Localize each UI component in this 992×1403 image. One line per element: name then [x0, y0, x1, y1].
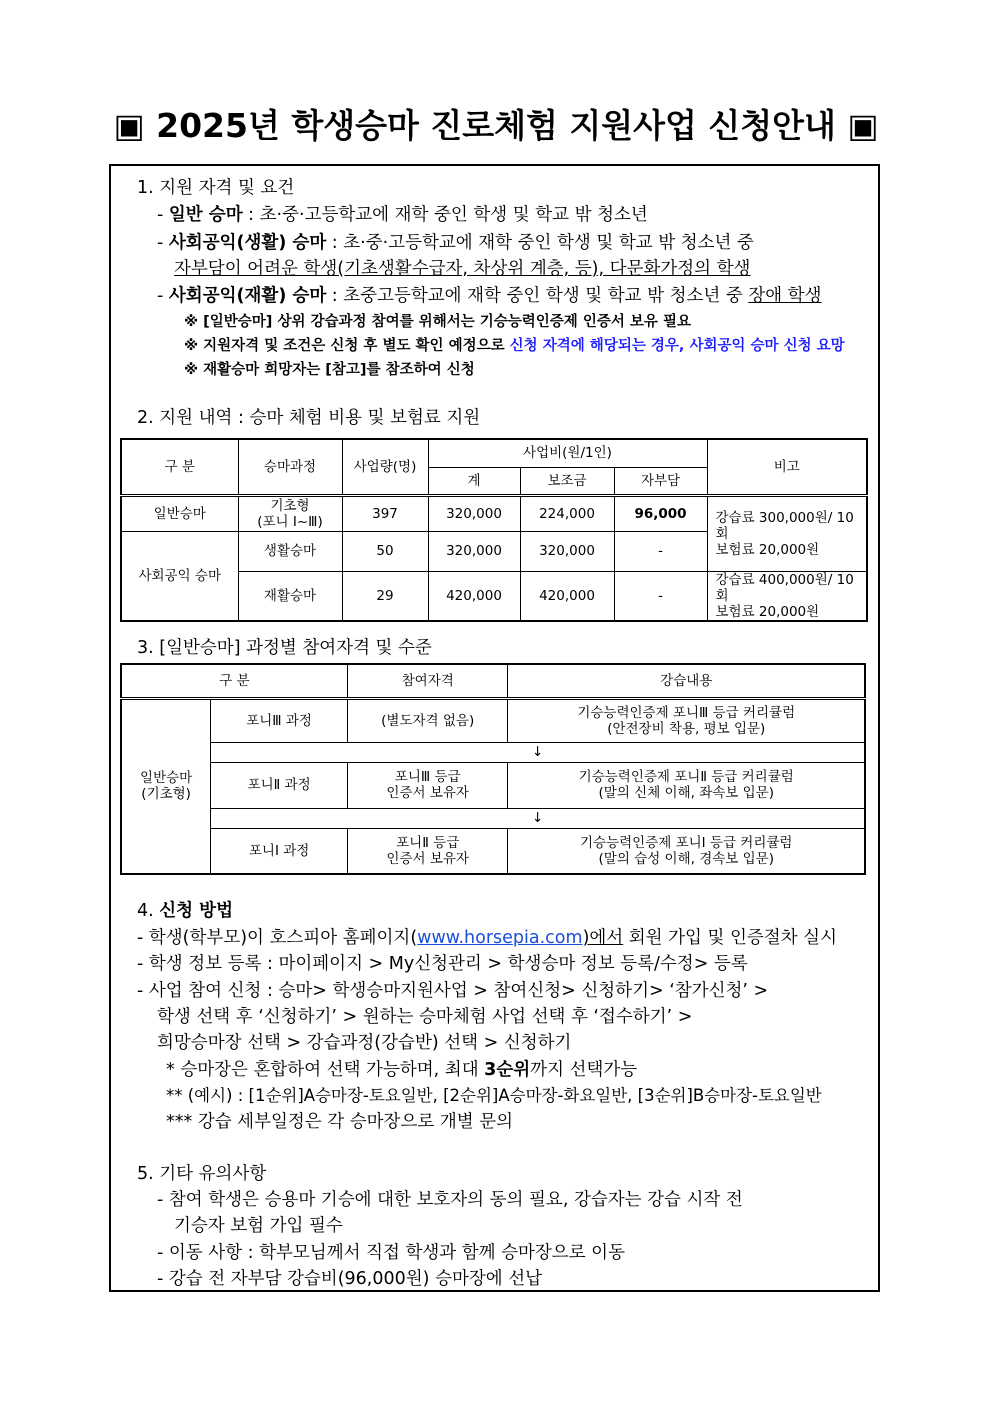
- row-general-self: 96,000: [614, 495, 707, 531]
- pony2-content2: (말의 신체 이해, 좌속보 입문): [598, 785, 774, 801]
- social-life-label: 사회공익(생활) 승마: [168, 233, 327, 253]
- social-life-text2: 자부담이 어려운 학생(기초생활수급자, 차상위 계층, 등), 다문화가정의 학생: [174, 259, 751, 279]
- course-text: 기초형: [270, 497, 310, 514]
- social-life-text: : 초·중·고등학교에 재학 중인 학생 및 학교 밖 청소년 중: [326, 233, 754, 253]
- pony3-content: [508, 698, 865, 742]
- course-table: [120, 663, 866, 875]
- row-life-count: 50: [342, 531, 428, 571]
- section4-title: 신청 방법: [159, 901, 233, 921]
- pony3-content2: (안전장비 착용, 평보 입문): [607, 720, 766, 737]
- s4-line4: 학생 선택 후 ‘신청하기’ > 원하는 승마체험 사업 선택 후 ‘접수하기’ >: [157, 1007, 693, 1027]
- social-rehab-underline: 장애 학생: [748, 286, 822, 306]
- section1-heading: 1. 지원 자격 및 요건: [137, 178, 295, 198]
- note-2b: 신청 자격에 해당되는 경우, 사회공익 승마 신청 요망: [509, 338, 845, 354]
- pony1-qual: [347, 828, 508, 874]
- pony1-qual2: 인증서 보유자: [386, 850, 469, 867]
- hdr-total: 계: [428, 467, 520, 495]
- pony2-content1: 기승능력인증제 포니Ⅱ 등급 커리큘럼: [578, 769, 794, 785]
- hdr3-category: 구 분: [121, 664, 347, 698]
- social-rehab-eligibility: - 사회공익(재활) 승마 : 초중고등학교에 재학 중인 학생 및 학교 밖 청소년 중 장애 학생: [157, 286, 822, 306]
- general-eligibility: - 일반 승마 : 초·중·고등학교에 재학 중인 학생 및 학교 밖 청소년: [157, 205, 648, 225]
- hdr-category: 구 분: [121, 439, 238, 495]
- course-category-text2: (기초형): [141, 786, 191, 803]
- pony2-qual2: 인증서 보유자: [386, 785, 469, 801]
- section4-heading: [137, 899, 233, 923]
- row-general-subsidy: 224,000: [520, 495, 614, 531]
- general-label: 일반 승마: [168, 205, 243, 225]
- pony2-content: [508, 762, 865, 808]
- pony1-qual1: 포니Ⅱ 등급: [396, 834, 460, 851]
- s4-l1b: )에서: [582, 928, 624, 948]
- note-a: [707, 495, 867, 571]
- course-category-text: 일반승마: [140, 770, 193, 787]
- hdr-cost: 사업비(원/1인): [428, 439, 707, 467]
- row-life-subsidy: 320,000: [520, 531, 614, 571]
- note-2: [184, 334, 845, 358]
- pony3-course: 포니Ⅲ 과정: [211, 698, 348, 742]
- pony2-qual: [347, 762, 508, 808]
- note-b: [707, 571, 867, 621]
- pony3-qual: (별도자격 없음): [347, 698, 508, 742]
- general-text: : 초·중·고등학교에 재학 중인 학생 및 학교 밖 청소년: [242, 205, 648, 225]
- row-life-total: 320,000: [428, 531, 520, 571]
- row-rehab-subsidy: 420,000: [520, 571, 614, 621]
- s5-line3: - 이동 사항 : 학부모님께서 직접 학생과 함께 승마장으로 이동: [157, 1243, 625, 1263]
- pony2-qual1: 포니Ⅲ 등급: [394, 769, 461, 785]
- pony1-course: 포니Ⅰ 과정: [211, 828, 348, 874]
- s4-l6a: * 승마장은 혼합하여 선택 가능하며, 최대: [166, 1060, 485, 1080]
- row-general-total: 320,000: [428, 495, 520, 531]
- note-2a: ※ 지원자격 및 조건은 신청 후 별도 확인 예정으로: [184, 338, 510, 354]
- social-life-eligibility: - 사회공익(생활) 승마 : 초·중·고등학교에 재학 중인 학생 및 학교 밖 청소년 중: [157, 233, 754, 253]
- s5-line4: - 강습 전 자부담 강습비(96,000원) 승마장에 선납: [157, 1269, 543, 1289]
- pony3-content1: 기승능력인증제 포니Ⅲ 등급 커리큘럼: [577, 704, 796, 721]
- note-b1: 강습료 400,000원/ 10회: [715, 571, 854, 604]
- hdr-note: 비고: [707, 439, 867, 495]
- hdr-subsidy: 보조금: [520, 467, 614, 495]
- hdr3-content: 강습내용: [508, 664, 865, 698]
- s4-l1a: - 학생(학부모)이 호스피아 홈페이지(: [137, 928, 418, 948]
- s4-line2: - 학생 정보 등록 : 마이페이지 > My신청관리 > 학생승마 정보 등록/수정> 등록: [137, 954, 748, 974]
- s4-l6c: 까지 선택가능: [530, 1060, 638, 1080]
- s4-line5: 희망승마장 선택 > 강습과정(강습반) 선택 > 신청하기: [157, 1033, 572, 1053]
- row-social-category: 사회공익 승마: [121, 531, 238, 621]
- section2-heading: 2. 지원 내역 : 승마 체험 비용 및 보험료 지원: [137, 408, 481, 428]
- section4-num: 4.: [137, 901, 160, 921]
- note-a1: 강습료 300,000원/ 10회: [715, 509, 854, 542]
- course-category: [121, 698, 211, 874]
- row-rehab-course: 재활승마: [238, 571, 342, 621]
- pony1-content: [508, 828, 865, 874]
- pony2-course: 포니Ⅱ 과정: [211, 762, 348, 808]
- row-rehab-count: 29: [342, 571, 428, 621]
- row-general-count: 397: [342, 495, 428, 531]
- note-a2: 보험료 20,000원: [715, 541, 820, 558]
- s4-line7: ** (예시) : [1순위]A승마장-토요일반, [2순위]A승마장-화요일반, [3순위]B승마장-토요일반: [166, 1086, 822, 1105]
- page-title: ▣ 2025년 학생승마 진로체험 지원사업 신청안내 ▣: [113, 106, 879, 145]
- hdr-self: 자부담: [614, 467, 707, 495]
- s4-line3: - 사업 참여 신청 : 승마> 학생승마지원사업 > 참여신청> 신청하기> ‘참가신청’ >: [137, 981, 769, 1001]
- row-life-self: -: [614, 531, 707, 571]
- social-rehab-text: : 초중고등학교에 재학 중인 학생 및 학교 밖 청소년 중: [326, 286, 749, 306]
- s5-line1: - 참여 학생은 승용마 기승에 대한 보호자의 동의 필요, 강습자는 강습 시작 전: [157, 1190, 743, 1210]
- s4-line8: *** 강습 세부일정은 각 승마장으로 개별 문의: [166, 1112, 514, 1132]
- row-general-category: 일반승마: [121, 495, 238, 531]
- pony1-content2: (말의 습성 이해, 경속보 입문): [598, 850, 774, 867]
- s4-line1: [137, 926, 837, 950]
- hdr-course: 승마과정: [238, 439, 342, 495]
- s4-l1c: 회원 가입 및 인증절차 실시: [623, 928, 837, 948]
- pony1-content1: 기승능력인증제 포니Ⅰ 등급 커리큘럼: [580, 834, 793, 851]
- arrow-2: ↓: [211, 808, 865, 828]
- row-life-course: 생활승마: [238, 531, 342, 571]
- support-table: [120, 438, 868, 622]
- section5-heading: 5. 기타 유의사항: [137, 1164, 267, 1184]
- s4-l6b: 3순위: [484, 1060, 531, 1080]
- s4-line6: [166, 1058, 637, 1082]
- s5-line2: 기승자 보험 가입 필수: [174, 1216, 343, 1236]
- row-rehab-self: -: [614, 571, 707, 621]
- arrow-1: ↓: [211, 742, 865, 762]
- hdr3-qual: 참여자격: [347, 664, 508, 698]
- course-text2: (포니 Ⅰ~Ⅲ): [257, 513, 323, 530]
- note-3: ※ 재활승마 희망자는 [참고]를 참조하여 신청: [184, 362, 475, 378]
- section3-heading: 3. [일반승마] 과정별 참여자격 및 수준: [137, 638, 432, 658]
- note-1: ※ [일반승마] 상위 강습과정 참여를 위해서는 기승능력인증제 인증서 보유 필요: [184, 314, 691, 330]
- row-general-course: [238, 495, 342, 531]
- hdr-count: 사업량(명): [342, 439, 428, 495]
- note-b2: 보험료 20,000원: [715, 603, 820, 620]
- row-rehab-total: 420,000: [428, 571, 520, 621]
- horsepia-link[interactable]: www.horsepia.com: [417, 928, 583, 948]
- social-rehab-label: 사회공익(재활) 승마: [168, 286, 327, 306]
